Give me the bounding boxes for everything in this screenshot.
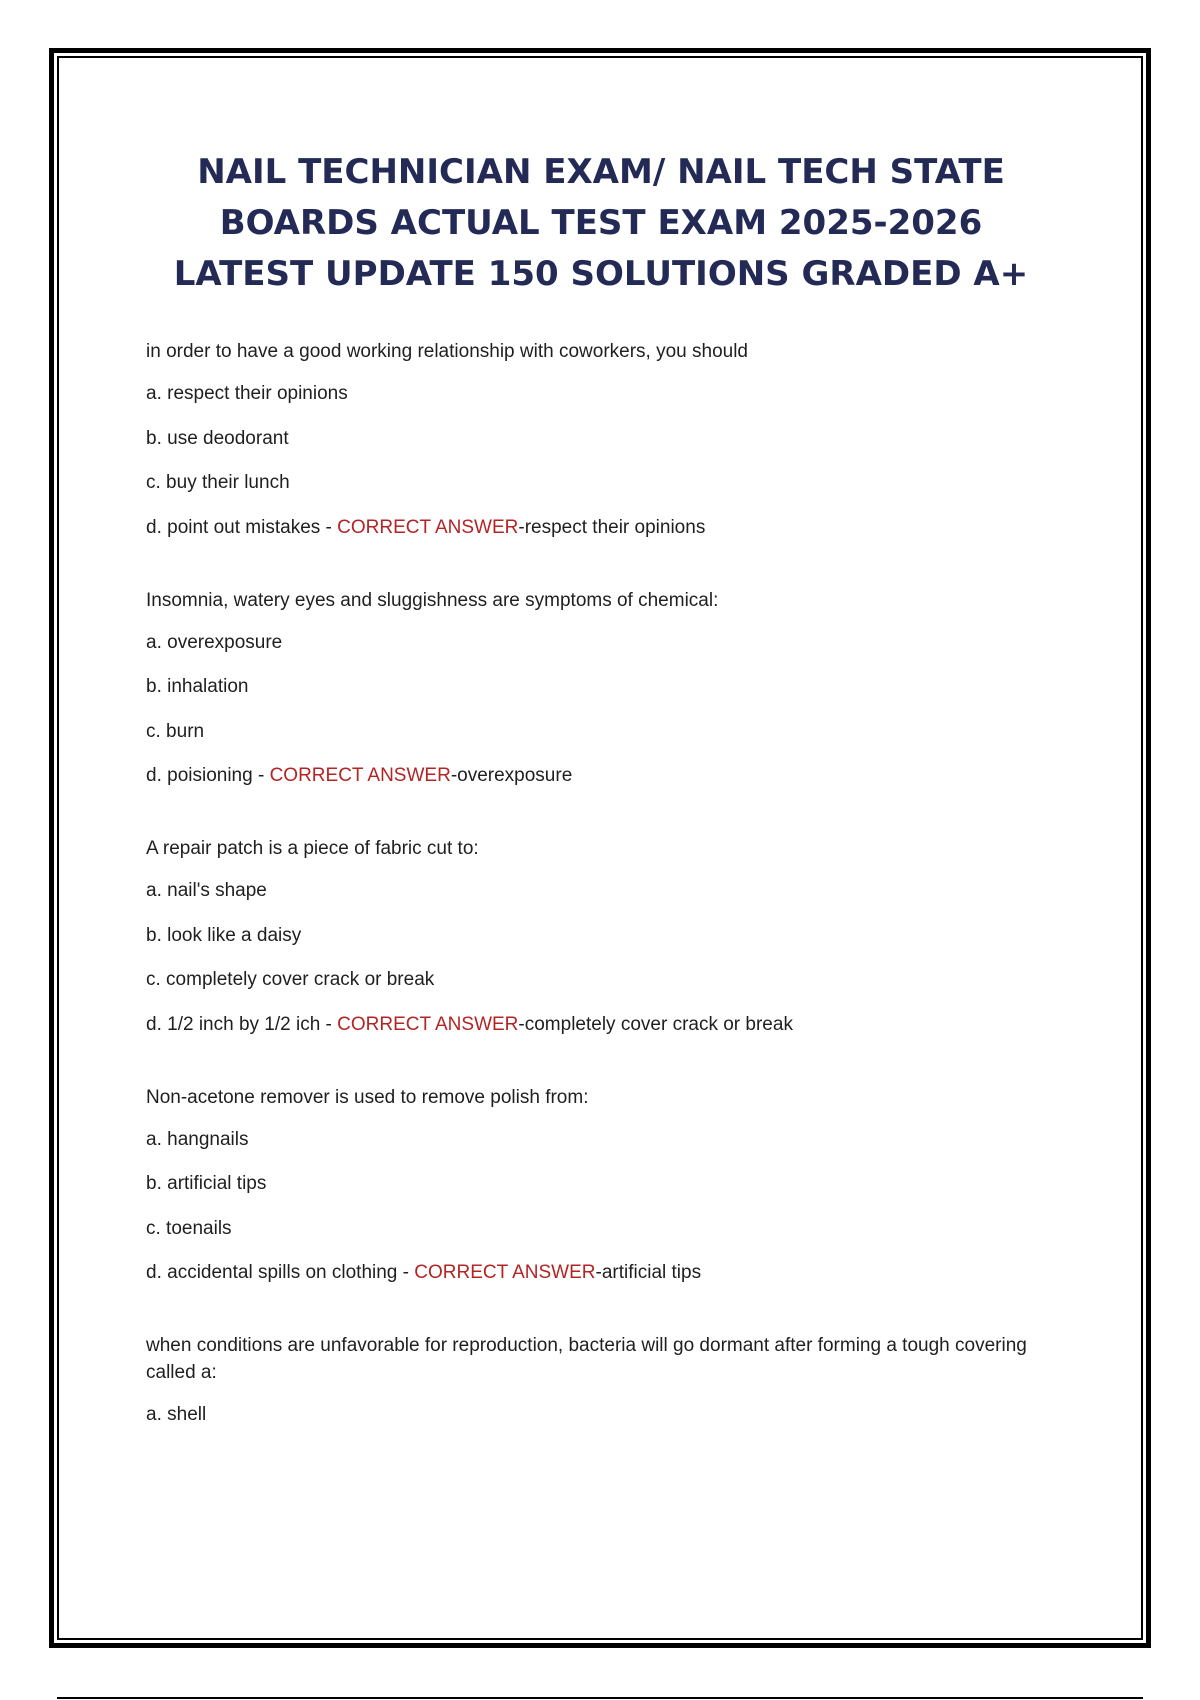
answer-option-with-key: [146, 514, 1056, 541]
answer-option-text: d. 1/2 inch by 1/2 ich -: [146, 1013, 338, 1035]
question-text: when conditions are unfavorable for reproduction, bacteria will go dormant after forming a tough covering called a:: [146, 1335, 1027, 1383]
answer-option-text: d. poisioning -: [146, 765, 270, 786]
correct-answer-text: -overexposure: [450, 765, 573, 786]
footer-divider: [57, 1697, 1143, 1699]
question-block: [146, 338, 1056, 541]
answer-option-text: d. point out mistakes -: [146, 516, 338, 538]
answer-option-with-key: [146, 1011, 1056, 1038]
answer-option: c. completely cover crack or break: [146, 969, 435, 990]
correct-answer-label: CORRECT ANSWER: [269, 765, 451, 786]
answer-option: c. toenails: [146, 1217, 232, 1239]
answer-option: b. look like a daisy: [146, 924, 302, 946]
answer-option: a. shell: [146, 1404, 207, 1425]
answer-option: b. use deodorant: [146, 427, 289, 449]
answer-option: a. respect their opinions: [146, 383, 348, 404]
answer-option: a. nail's shape: [146, 880, 267, 901]
answer-option: b. inhalation: [146, 676, 249, 697]
question-block: [146, 835, 1056, 1038]
question-text: Non-acetone remover is used to remove polish from:: [146, 1086, 589, 1108]
answer-option: b. artificial tips: [146, 1173, 267, 1194]
question-block: [146, 587, 1056, 790]
question-text: A repair patch is a piece of fabric cut to:: [146, 838, 479, 859]
answer-option: c. buy their lunch: [146, 472, 290, 493]
answer-option: a. overexposure: [146, 631, 283, 653]
answer-option: c. burn: [146, 720, 205, 742]
document-title: NAIL TECHNICIAN EXAM/ NAIL TECH STATE BOARDS ACTUAL TEST EXAM 2025-2026 LATEST UPDATE 150 SOLUTIONS GRADED A+: [173, 152, 1029, 294]
answer-option-with-key: [146, 1259, 1056, 1286]
correct-answer-label: CORRECT ANSWER: [414, 1262, 596, 1283]
question-list: [146, 338, 1056, 1428]
correct-answer-text: -respect their opinions: [518, 516, 706, 538]
correct-answer-label: CORRECT ANSWER: [337, 516, 519, 538]
correct-answer-text: -artificial tips: [595, 1262, 702, 1283]
question-text: Insomnia, watery eyes and sluggishness are symptoms of chemical:: [146, 589, 719, 611]
question-text: in order to have a good working relationship with coworkers, you should: [146, 341, 748, 362]
question-block: [146, 1084, 1056, 1287]
answer-option-text: d. accidental spills on clothing -: [146, 1262, 415, 1283]
answer-option-with-key: [146, 762, 1056, 789]
page-content: [146, 140, 1056, 1428]
answer-option: a. hangnails: [146, 1128, 249, 1150]
correct-answer-label: CORRECT ANSWER: [337, 1013, 519, 1035]
correct-answer-text: -completely cover crack or break: [518, 1013, 793, 1035]
question-block: [146, 1332, 1056, 1428]
